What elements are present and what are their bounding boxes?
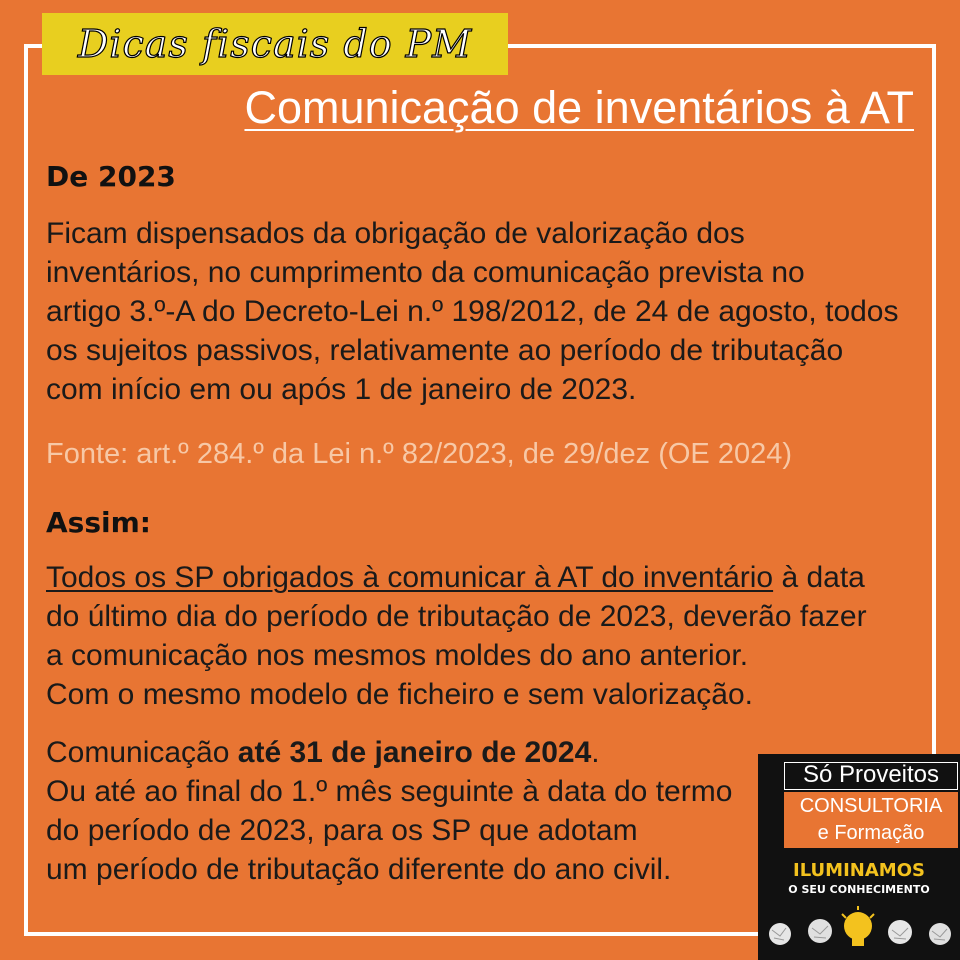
line-rest: à data	[773, 561, 865, 594]
source-citation: Fonte: art.º 284.º da Lei n.º 82/2023, de 29/dez (OE 2024)	[46, 438, 792, 470]
series-tag-label: Dicas fiscais do PM	[77, 22, 473, 66]
paragraph-line: Com o mesmo modelo de ficheiro e sem valorização.	[46, 678, 753, 711]
paragraph-line: Ficam dispensados da obrigação de valorização dos	[46, 217, 745, 250]
section-heading-2023: De 2023	[46, 160, 176, 193]
crumpled-paper-icon	[888, 920, 912, 944]
paragraph-line: com início em ou após 1 de janeiro de 2023.	[46, 373, 637, 406]
company-logo	[758, 754, 960, 960]
crumpled-paper-icon	[769, 923, 791, 945]
paragraph-line: do último dia do período de tributação de 2023, deverão fazer	[46, 600, 867, 633]
deadline-date: até 31 de janeiro de 2024	[237, 736, 592, 769]
paragraph-line: Ou até ao final do 1.º mês seguinte à data do termo	[46, 775, 733, 808]
logo-subtitle-line1: CONSULTORIA	[799, 795, 943, 817]
paragraph-line: a comunicação nos mesmos moldes do ano anterior.	[46, 639, 749, 672]
section-assim-paragraph	[46, 558, 916, 714]
lightbulb-icon	[842, 906, 874, 946]
logo-name: Só Proveitos	[784, 762, 958, 790]
series-tag	[42, 13, 508, 75]
section-2023-paragraph	[46, 214, 916, 409]
paragraph-line: artigo 3.º-A do Decreto-Lei n.º 198/2012, de 24 de agosto, todos	[46, 295, 899, 328]
crumpled-paper-icon	[808, 919, 832, 943]
underlined-phrase: Todos os SP obrigados à comunicar à AT do inventário	[46, 561, 774, 594]
paragraph-line: os sujeitos passivos, relativamente ao período de tributação	[46, 334, 844, 367]
paragraph-line	[46, 558, 916, 597]
logo-slogan-1: ILUMINAMOS	[793, 860, 925, 881]
logo-slogan-2: O SEU CONHECIMENTO	[788, 883, 930, 896]
crumpled-paper-icon	[929, 923, 951, 945]
line-end: .	[591, 736, 600, 769]
line-start: Comunicação	[46, 736, 238, 769]
logo-subtitle	[784, 792, 958, 848]
page-title: Comunicação de inventários à AT	[244, 82, 914, 133]
logo-subtitle-line2: e Formação	[817, 822, 925, 844]
section-heading-assim: Assim:	[46, 506, 151, 539]
paper-balls-lightbulb-icon	[758, 904, 960, 960]
paragraph-line: um período de tributação diferente do ano civil.	[46, 853, 672, 886]
paragraph-line: do período de 2023, para os SP que adotam	[46, 814, 638, 847]
paragraph-line: inventários, no cumprimento da comunicação prevista no	[46, 256, 805, 289]
